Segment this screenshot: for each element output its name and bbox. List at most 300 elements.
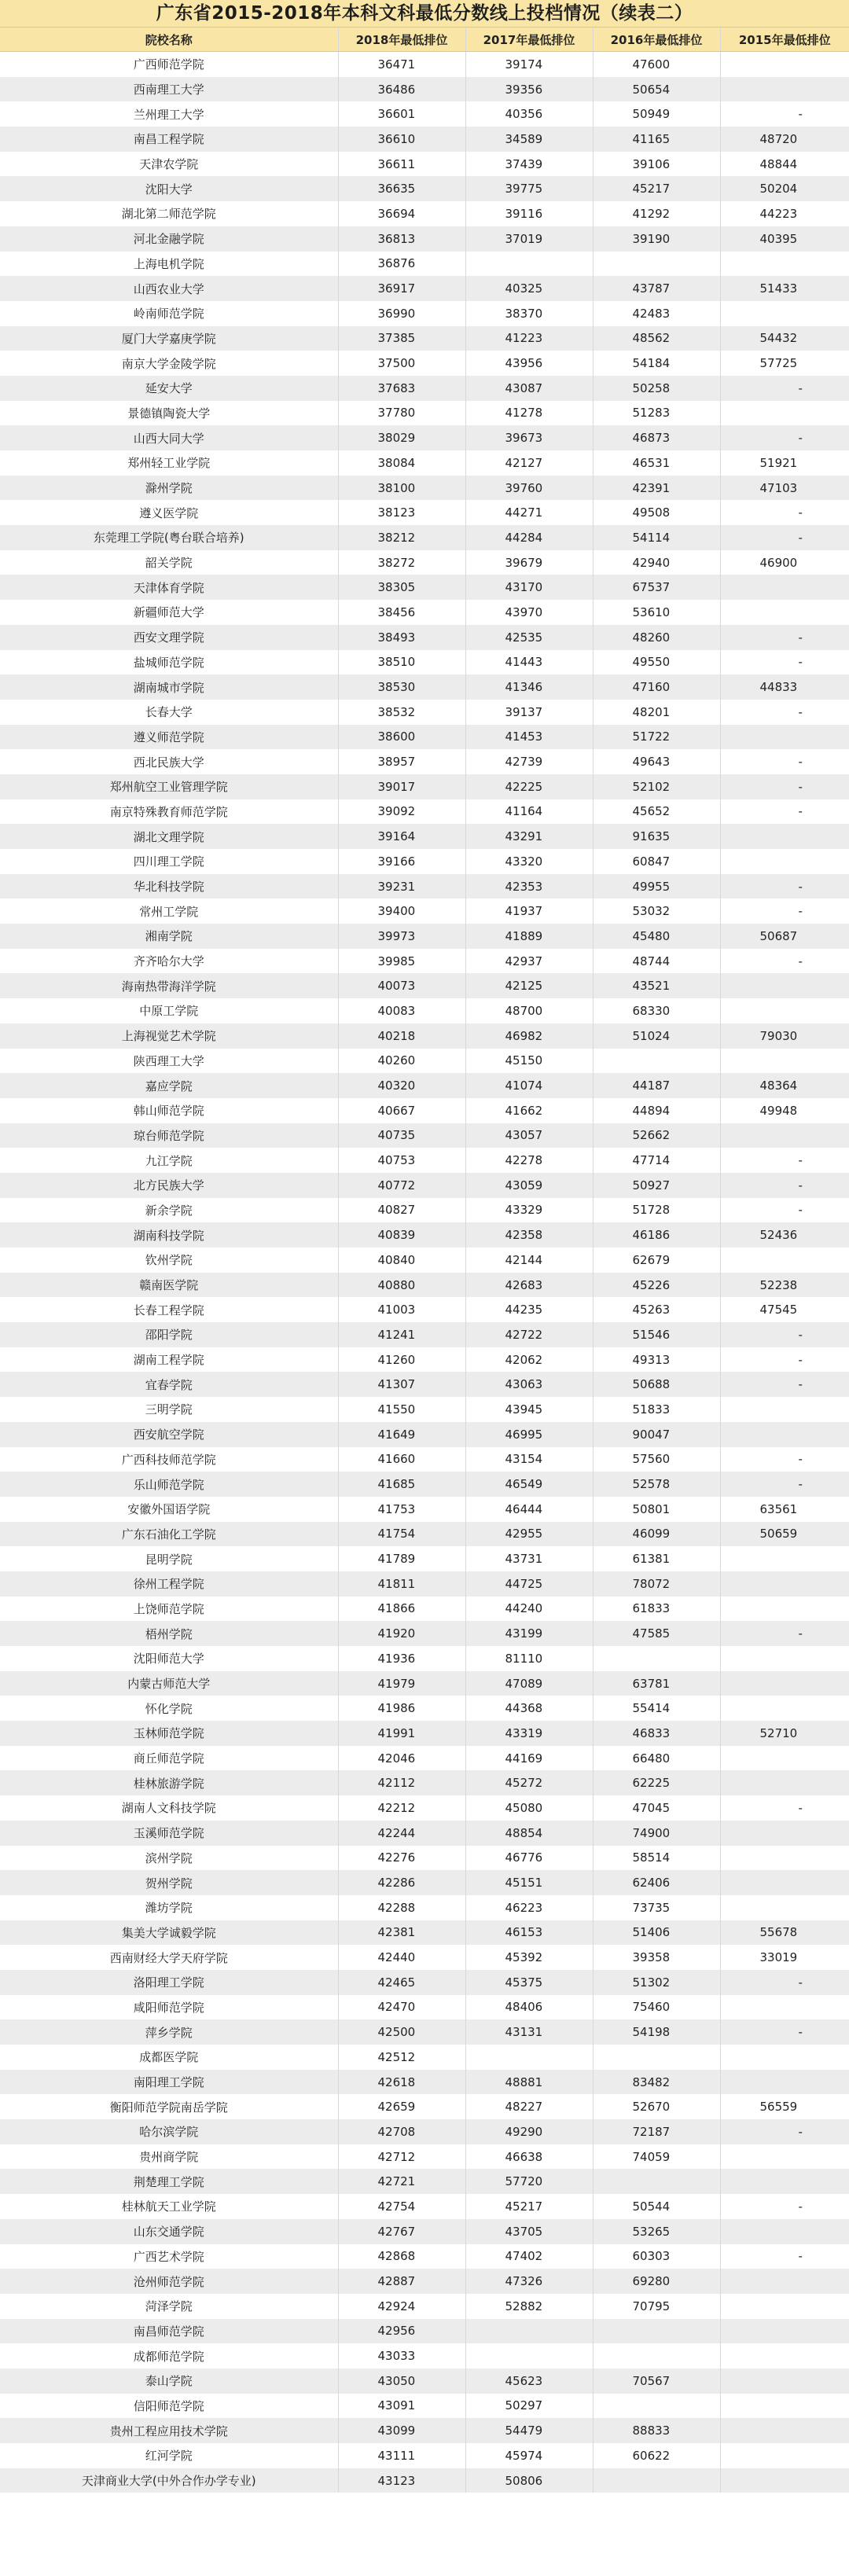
cell-school-name: 湖南城市学院 <box>0 674 338 700</box>
cell-rank-2017: 43731 <box>465 1546 593 1571</box>
cell-rank-2016: 72187 <box>593 2119 720 2144</box>
cell-rank-2016: 74900 <box>593 1821 720 1846</box>
cell-school-name: 华北科技学院 <box>0 874 338 899</box>
cell-rank-2017: 42062 <box>465 1347 593 1373</box>
cell-rank-2016: 74059 <box>593 2144 720 2170</box>
cell-rank-2017: 43131 <box>465 2019 593 2045</box>
cell-rank-2018: 40753 <box>338 1148 465 1173</box>
cell-rank-2017: 34589 <box>465 127 593 152</box>
cell-school-name: 湖北文理学院 <box>0 824 338 849</box>
cell-rank-2015: - <box>798 1352 803 1367</box>
cell-rank-2017: 45392 <box>465 1945 593 1970</box>
cell-rank-2018: 38600 <box>338 725 465 750</box>
table-row <box>0 1222 849 1248</box>
table-row <box>0 1273 849 1298</box>
table-row <box>0 1073 849 1098</box>
cell-rank-2015 <box>720 1571 849 1597</box>
table-row <box>0 1920 849 1946</box>
cell-rank-2015: - <box>720 2019 849 2045</box>
cell-school-name: 滁州学院 <box>0 476 338 501</box>
cell-rank-2018: 42721 <box>338 2169 465 2194</box>
cell-rank-2018: 36610 <box>338 127 465 152</box>
table-row <box>0 201 849 226</box>
cell-rank-2015: - <box>798 655 803 670</box>
cell-school-name: 琼台师范学院 <box>0 1123 338 1148</box>
cell-rank-2016: 63781 <box>593 1671 720 1696</box>
cell-rank-2016: 62225 <box>593 1770 720 1795</box>
cell-rank-2016: 51302 <box>593 1970 720 1995</box>
cell-school-name: 滨州学院 <box>0 1846 338 1871</box>
cell-rank-2018: 43123 <box>338 2468 465 2493</box>
cell-rank-2017: 42358 <box>465 1222 593 1248</box>
cell-rank-2016: 49313 <box>593 1347 720 1373</box>
table-row <box>0 2269 849 2294</box>
cell-school-name: 商丘师范学院 <box>0 1746 338 1771</box>
cell-rank-2016: 47600 <box>593 52 720 77</box>
cell-rank-2017: 43945 <box>465 1397 593 1422</box>
cell-rank-2016 <box>593 2468 720 2493</box>
cell-rank-2015: 48364 <box>720 1073 849 1098</box>
header-rank-2018: 2018年最低排位 <box>338 28 465 52</box>
cell-rank-2015: - <box>798 1452 803 1467</box>
cell-rank-2015: - <box>798 755 803 770</box>
cell-rank-2016: 70567 <box>593 2368 720 2394</box>
table-row <box>0 1447 849 1472</box>
cell-rank-2018: 41649 <box>338 1422 465 1447</box>
table-row <box>0 849 849 874</box>
cell-school-name: 厦门大学嘉庚学院 <box>0 326 338 351</box>
cell-school-name: 徐州工程学院 <box>0 1571 338 1597</box>
table-row <box>0 2019 849 2045</box>
table-row <box>0 1671 849 1696</box>
cell-rank-2015 <box>720 2144 849 2170</box>
table-row <box>0 52 849 77</box>
cell-rank-2017: 46982 <box>465 1023 593 1049</box>
cell-rank-2015 <box>720 2443 849 2468</box>
cell-rank-2016: 58514 <box>593 1846 720 1871</box>
cell-school-name: 沈阳大学 <box>0 176 338 201</box>
cell-school-name: 上海电机学院 <box>0 252 338 277</box>
table-row <box>0 1945 849 1970</box>
cell-rank-2017: 44240 <box>465 1597 593 1622</box>
cell-rank-2018: 40840 <box>338 1248 465 1273</box>
cell-school-name: 长春工程学院 <box>0 1297 338 1322</box>
table-row <box>0 924 849 949</box>
cell-rank-2018: 36694 <box>338 201 465 226</box>
cell-rank-2018: 39985 <box>338 949 465 974</box>
cell-rank-2017: 49290 <box>465 2119 593 2144</box>
cell-school-name: 成都师范学院 <box>0 2343 338 2368</box>
cell-rank-2018: 43099 <box>338 2418 465 2443</box>
cell-school-name: 遵义医学院 <box>0 500 338 525</box>
cell-school-name: 南阳理工学院 <box>0 2070 338 2095</box>
cell-rank-2015: - <box>798 1203 803 1218</box>
cell-rank-2016: 70795 <box>593 2294 720 2319</box>
cell-rank-2015: - <box>720 425 849 450</box>
cell-school-name: 萍乡学院 <box>0 2019 338 2045</box>
table-row <box>0 824 849 849</box>
cell-rank-2015 <box>720 52 849 77</box>
cell-rank-2018: 40735 <box>338 1123 465 1148</box>
cell-rank-2016: 47714 <box>593 1148 720 1173</box>
cell-school-name: 三明学院 <box>0 1397 338 1422</box>
cell-rank-2018: 37683 <box>338 376 465 401</box>
cell-school-name: 南昌师范学院 <box>0 2319 338 2344</box>
cell-rank-2017 <box>465 2045 593 2070</box>
cell-rank-2018: 36813 <box>338 226 465 252</box>
cell-rank-2017: 45080 <box>465 1795 593 1821</box>
cell-rank-2015: 56559 <box>759 2100 798 2115</box>
cell-rank-2018: 41789 <box>338 1546 465 1571</box>
cell-school-name: 韩山师范学院 <box>0 1098 338 1123</box>
cell-rank-2017: 42353 <box>465 874 593 899</box>
table-row <box>0 1497 849 1522</box>
cell-rank-2016: 67537 <box>593 575 720 600</box>
cell-rank-2016: 52670 <box>593 2094 720 2119</box>
cell-rank-2016: 61833 <box>593 1597 720 1622</box>
cell-rank-2018: 39166 <box>338 849 465 874</box>
cell-rank-2015: - <box>798 107 803 122</box>
table-row <box>0 2094 849 2119</box>
cell-rank-2018: 41241 <box>338 1322 465 1347</box>
cell-rank-2016: 49550 <box>593 650 720 675</box>
cell-rank-2017: 40356 <box>465 101 593 127</box>
cell-rank-2016: 48562 <box>593 326 720 351</box>
table-row <box>0 252 849 277</box>
cell-rank-2018: 42754 <box>338 2194 465 2219</box>
cell-rank-2017: 44725 <box>465 1571 593 1597</box>
cell-school-name: 乐山师范学院 <box>0 1472 338 1497</box>
table-row <box>0 1023 849 1049</box>
cell-school-name: 沈阳师范大学 <box>0 1646 338 1671</box>
cell-rank-2017: 42739 <box>465 749 593 774</box>
cell-school-name: 海南热带海洋学院 <box>0 973 338 998</box>
cell-rank-2018: 41754 <box>338 1522 465 1547</box>
cell-school-name: 昆明学院 <box>0 1546 338 1571</box>
cell-rank-2018: 38957 <box>338 749 465 774</box>
cell-rank-2018: 37500 <box>338 351 465 376</box>
cell-rank-2018: 37780 <box>338 401 465 426</box>
cell-rank-2017: 39775 <box>465 176 593 201</box>
cell-rank-2016: 45480 <box>593 924 720 949</box>
cell-school-name: 湖南工程学院 <box>0 1347 338 1373</box>
cell-school-name: 湖南人文科技学院 <box>0 1795 338 1821</box>
table-row <box>0 1597 849 1622</box>
header-rank-2017: 2017年最低排位 <box>465 28 593 52</box>
cell-rank-2016: 50544 <box>593 2194 720 2219</box>
cell-school-name: 成都医学院 <box>0 2045 338 2070</box>
cell-rank-2015: 79030 <box>720 1023 849 1049</box>
cell-rank-2016 <box>593 2319 720 2344</box>
cell-rank-2018: 40772 <box>338 1173 465 1198</box>
cell-rank-2015 <box>720 2394 849 2419</box>
cell-rank-2016: 49643 <box>593 749 720 774</box>
table-row <box>0 1571 849 1597</box>
cell-rank-2017: 37439 <box>465 152 593 177</box>
cell-rank-2017: 81110 <box>465 1646 593 1671</box>
cell-rank-2015: - <box>720 1322 849 1347</box>
cell-rank-2018: 42470 <box>338 1995 465 2020</box>
table-row <box>0 1646 849 1671</box>
cell-rank-2016: 68330 <box>593 998 720 1023</box>
table-row <box>0 1546 849 1571</box>
cell-rank-2018: 42046 <box>338 1746 465 1771</box>
cell-rank-2018: 42381 <box>338 1920 465 1946</box>
table-row <box>0 1696 849 1721</box>
table-row <box>0 1970 849 1995</box>
cell-rank-2016: 46833 <box>593 1721 720 1746</box>
cell-rank-2015: - <box>720 1970 849 1995</box>
table-row <box>0 2368 849 2394</box>
cell-rank-2015: 47545 <box>759 1303 798 1317</box>
cell-rank-2015 <box>720 1770 849 1795</box>
cell-rank-2017: 41223 <box>465 326 593 351</box>
cell-rank-2015: 52436 <box>720 1222 849 1248</box>
cell-rank-2016: 91635 <box>593 824 720 849</box>
cell-school-name: 菏泽学院 <box>0 2294 338 2319</box>
cell-school-name: 山西农业大学 <box>0 276 338 301</box>
cell-rank-2018: 42618 <box>338 2070 465 2095</box>
cell-rank-2018: 41920 <box>338 1621 465 1646</box>
cell-rank-2015 <box>720 1846 849 1871</box>
cell-rank-2017: 37019 <box>465 226 593 252</box>
table-row <box>0 351 849 376</box>
table-row <box>0 625 849 650</box>
cell-rank-2015: - <box>720 2119 849 2144</box>
cell-rank-2018: 38212 <box>338 525 465 550</box>
cell-school-name: 西南理工大学 <box>0 77 338 102</box>
cell-rank-2016: 51722 <box>593 725 720 750</box>
cell-rank-2017: 47089 <box>465 1671 593 1696</box>
cell-rank-2017: 45623 <box>465 2368 593 2394</box>
cell-rank-2018: 41260 <box>338 1347 465 1373</box>
cell-rank-2015 <box>720 1696 849 1721</box>
cell-rank-2017: 38370 <box>465 301 593 326</box>
cell-school-name: 邵阳学院 <box>0 1322 338 1347</box>
cell-rank-2015 <box>720 1870 849 1895</box>
cell-rank-2017: 43170 <box>465 575 593 600</box>
cell-rank-2016: 69280 <box>593 2269 720 2294</box>
cell-rank-2017: 48227 <box>465 2094 593 2119</box>
cell-rank-2017: 43329 <box>465 1198 593 1223</box>
cell-rank-2016 <box>593 1049 720 1074</box>
cell-rank-2015 <box>720 725 849 750</box>
cell-school-name: 沧州师范学院 <box>0 2269 338 2294</box>
cell-rank-2018: 38532 <box>338 700 465 725</box>
cell-rank-2017: 44271 <box>465 500 593 525</box>
cell-rank-2015 <box>720 1049 849 1074</box>
cell-rank-2016: 66480 <box>593 1746 720 1771</box>
cell-rank-2018: 39231 <box>338 874 465 899</box>
cell-rank-2016: 45263 <box>593 1297 720 1322</box>
cell-rank-2017 <box>465 2319 593 2344</box>
cell-rank-2018: 40073 <box>338 973 465 998</box>
cell-rank-2018: 40667 <box>338 1098 465 1123</box>
cell-school-name: 四川理工学院 <box>0 849 338 874</box>
cell-rank-2017: 46638 <box>465 2144 593 2170</box>
cell-rank-2016: 39106 <box>593 152 720 177</box>
table-row <box>0 376 849 401</box>
table-row <box>0 1522 849 1547</box>
cell-rank-2015: - <box>798 1800 803 1815</box>
cell-school-name: 山西大同大学 <box>0 425 338 450</box>
cell-rank-2015: - <box>720 376 849 401</box>
cell-rank-2017: 41937 <box>465 898 593 924</box>
table-row <box>0 2219 849 2244</box>
cell-rank-2016 <box>593 2045 720 2070</box>
cell-school-name: 上饶师范学院 <box>0 1597 338 1622</box>
cell-rank-2016 <box>593 252 720 277</box>
cell-rank-2015 <box>720 2169 849 2194</box>
table-row <box>0 2070 849 2095</box>
cell-rank-2015: - <box>720 1472 849 1497</box>
cell-rank-2018: 40880 <box>338 1273 465 1298</box>
cell-rank-2015: 49948 <box>759 1103 798 1118</box>
cell-rank-2017: 43063 <box>465 1372 593 1397</box>
table-row <box>0 1173 849 1198</box>
table-row <box>0 1721 849 1746</box>
cell-school-name: 上海视觉艺术学院 <box>0 1023 338 1049</box>
cell-rank-2018: 40260 <box>338 1049 465 1074</box>
cell-rank-2016: 39190 <box>593 226 720 252</box>
cell-school-name: 延安大学 <box>0 376 338 401</box>
cell-school-name: 广西师范学院 <box>0 52 338 77</box>
cell-rank-2018: 38493 <box>338 625 465 650</box>
cell-rank-2017: 41346 <box>465 674 593 700</box>
table-row <box>0 1422 849 1447</box>
cell-rank-2018: 40218 <box>338 1023 465 1049</box>
cell-school-name: 洛阳理工学院 <box>0 1970 338 1995</box>
cell-rank-2015: - <box>720 1621 849 1646</box>
cell-rank-2015: 54432 <box>720 326 849 351</box>
cell-rank-2017: 41074 <box>465 1073 593 1098</box>
cell-school-name: 新余学院 <box>0 1198 338 1223</box>
cell-rank-2017: 46995 <box>465 1422 593 1447</box>
cell-rank-2017: 39356 <box>465 77 593 102</box>
cell-school-name: 西北民族大学 <box>0 749 338 774</box>
table-row <box>0 949 849 974</box>
cell-rank-2017: 39760 <box>465 476 593 501</box>
cell-school-name: 盐城师范学院 <box>0 650 338 675</box>
table-row <box>0 725 849 750</box>
cell-rank-2018: 42868 <box>338 2244 465 2269</box>
cell-rank-2015 <box>720 575 849 600</box>
cell-rank-2016 <box>593 1646 720 1671</box>
table-row <box>0 525 849 550</box>
cell-rank-2018: 38084 <box>338 450 465 476</box>
table-row <box>0 2144 849 2170</box>
cell-rank-2018: 38456 <box>338 600 465 625</box>
cell-rank-2016: 47585 <box>593 1621 720 1646</box>
cell-school-name: 南京特殊教育师范学院 <box>0 799 338 825</box>
cell-rank-2018: 39017 <box>338 774 465 799</box>
table-row <box>0 1821 849 1846</box>
header-row <box>0 28 849 52</box>
cell-rank-2017: 54479 <box>465 2418 593 2443</box>
cell-rank-2018: 40083 <box>338 998 465 1023</box>
cell-rank-2017: 43970 <box>465 600 593 625</box>
cell-rank-2017: 47402 <box>465 2244 593 2269</box>
cell-school-name: 咸阳师范学院 <box>0 1995 338 2020</box>
cell-rank-2015 <box>720 1546 849 1571</box>
table-row <box>0 700 849 725</box>
cell-rank-2018: 41991 <box>338 1721 465 1746</box>
cell-rank-2017: 41889 <box>465 924 593 949</box>
cell-rank-2015 <box>720 2070 849 2095</box>
cell-rank-2017: 45150 <box>465 1049 593 1074</box>
cell-rank-2017: 40325 <box>465 276 593 301</box>
cell-rank-2018: 42286 <box>338 1870 465 1895</box>
cell-rank-2018: 42440 <box>338 1945 465 1970</box>
cell-rank-2018: 42112 <box>338 1770 465 1795</box>
cell-rank-2018: 38510 <box>338 650 465 675</box>
cell-rank-2017: 48406 <box>465 1995 593 2020</box>
cell-rank-2017: 42125 <box>465 973 593 998</box>
table-row <box>0 2294 849 2319</box>
cell-rank-2016: 39358 <box>593 1945 720 1970</box>
cell-rank-2015: 57725 <box>759 356 798 371</box>
table-row <box>0 1995 849 2020</box>
cell-rank-2015: 44223 <box>759 206 798 221</box>
table-row <box>0 1746 849 1771</box>
cell-rank-2016: 60622 <box>593 2443 720 2468</box>
table-row <box>0 1198 849 1223</box>
table-row <box>0 425 849 450</box>
cell-rank-2017: 44169 <box>465 1746 593 1771</box>
cell-school-name: 广西科技师范学院 <box>0 1447 338 1472</box>
cell-school-name: 贵州商学院 <box>0 2144 338 2170</box>
cell-rank-2015: 40395 <box>720 226 849 252</box>
cell-rank-2015: - <box>798 2199 803 2214</box>
cell-rank-2015 <box>720 998 849 1023</box>
cell-school-name: 长春大学 <box>0 700 338 725</box>
cell-school-name: 西南财经大学天府学院 <box>0 1945 338 1970</box>
cell-rank-2017: 46153 <box>465 1920 593 1946</box>
cell-school-name: 郑州轻工业学院 <box>0 450 338 476</box>
cell-rank-2018: 37385 <box>338 326 465 351</box>
cell-school-name: 宜春学院 <box>0 1372 338 1397</box>
cell-rank-2015 <box>720 824 849 849</box>
cell-rank-2017: 42955 <box>465 1522 593 1547</box>
cell-rank-2015: 48720 <box>720 127 849 152</box>
table-row <box>0 973 849 998</box>
cell-rank-2016: 46186 <box>593 1222 720 1248</box>
cell-rank-2016: 53032 <box>593 898 720 924</box>
cell-rank-2018: 40827 <box>338 1198 465 1223</box>
cell-school-name: 河北金融学院 <box>0 226 338 252</box>
table-row <box>0 2119 849 2144</box>
cell-rank-2018: 38123 <box>338 500 465 525</box>
cell-rank-2016: 88833 <box>593 2418 720 2443</box>
cell-rank-2015: 50659 <box>720 1522 849 1547</box>
cell-rank-2018: 43033 <box>338 2343 465 2368</box>
cell-rank-2018: 39400 <box>338 898 465 924</box>
cell-rank-2018: 42924 <box>338 2294 465 2319</box>
cell-rank-2015 <box>720 600 849 625</box>
table-row <box>0 1795 849 1821</box>
cell-school-name: 山东交通学院 <box>0 2219 338 2244</box>
cell-rank-2015 <box>720 2418 849 2443</box>
cell-rank-2016: 52102 <box>593 774 720 799</box>
cell-rank-2016: 75460 <box>593 1995 720 2020</box>
table-row <box>0 476 849 501</box>
cell-rank-2016: 47160 <box>593 674 720 700</box>
cell-school-name: 韶关学院 <box>0 550 338 575</box>
table-row <box>0 1248 849 1273</box>
cell-rank-2016: 48260 <box>593 625 720 650</box>
cell-school-name: 遵义师范学院 <box>0 725 338 750</box>
cell-rank-2015 <box>720 1123 849 1148</box>
